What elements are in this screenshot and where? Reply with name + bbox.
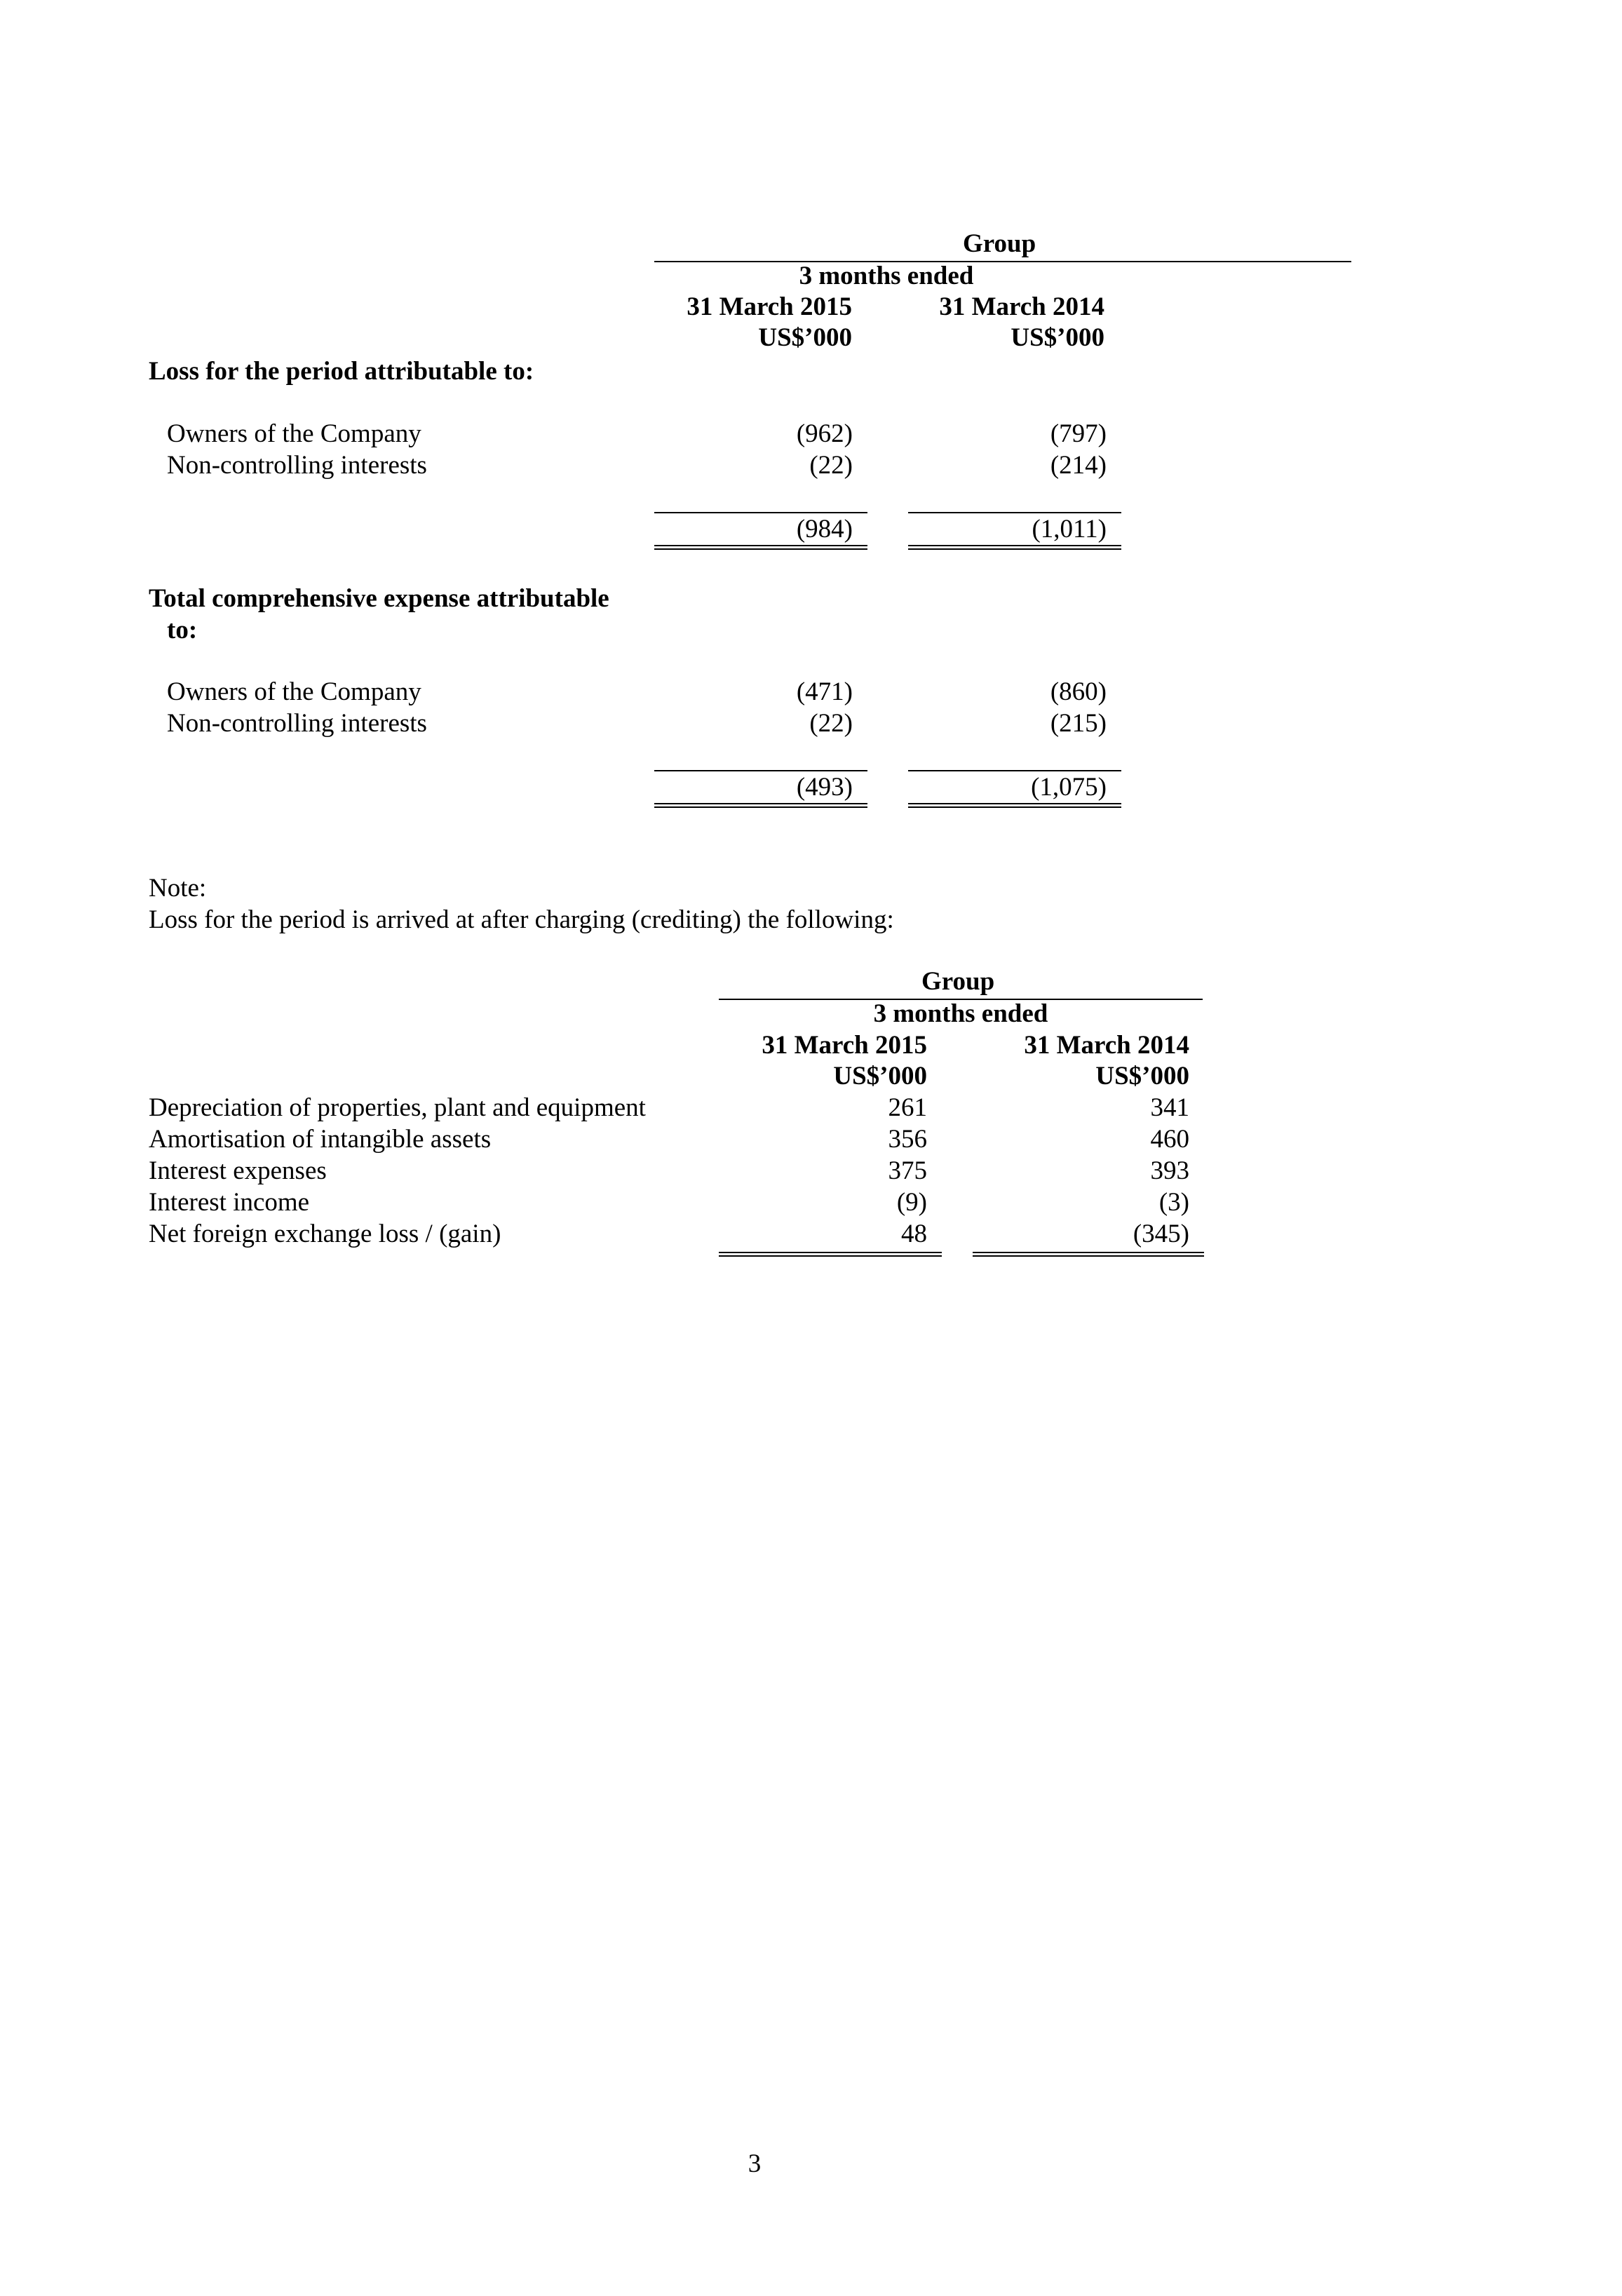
total-2015: (984) — [796, 515, 853, 543]
total-double-rule-2015 — [654, 803, 867, 808]
value-2015: 261 — [888, 1093, 927, 1122]
row-label: Owners of the Company — [167, 677, 421, 706]
group-header: Group — [963, 229, 1036, 258]
row-label: Amortisation of intangible assets — [149, 1125, 492, 1154]
value-2014: (345) — [1133, 1220, 1189, 1248]
subtotal-rule-2015 — [654, 770, 867, 771]
col-2015-unit: US$’000 — [833, 1062, 927, 1090]
row-label: Depreciation of properties, plant and equipment — [149, 1093, 646, 1122]
page-number: 3 — [748, 2149, 762, 2178]
total-2014: (1,011) — [1032, 515, 1107, 543]
group-header: Group — [921, 967, 995, 996]
value-2014: 460 — [1150, 1125, 1189, 1154]
value-2015: 356 — [888, 1125, 927, 1154]
value-2014: (3) — [1158, 1188, 1189, 1217]
subtotal-rule-2014 — [908, 770, 1121, 771]
total-double-rule-2015 — [719, 1252, 942, 1257]
value-2015: (22) — [809, 451, 853, 480]
col-2015-unit: US$’000 — [758, 323, 852, 352]
value-2015: (22) — [809, 709, 853, 738]
row-label: Non-controlling interests — [167, 709, 427, 738]
col-2015-date: 31 March 2015 — [687, 292, 852, 321]
tce-heading-line1: Total comprehensive expense attributable — [149, 584, 609, 613]
col-2014-date: 31 March 2014 — [1024, 1031, 1189, 1060]
col-2014-unit: US$’000 — [1095, 1062, 1189, 1090]
total-2014: (1,075) — [1031, 773, 1107, 802]
value-2014: (214) — [1050, 451, 1107, 480]
subtotal-rule-2014 — [908, 512, 1121, 513]
value-2015: 48 — [901, 1220, 927, 1248]
col-2015-date: 31 March 2015 — [762, 1031, 927, 1060]
total-2015: (493) — [796, 773, 853, 802]
value-2015: 375 — [888, 1156, 927, 1185]
value-2015: (471) — [796, 677, 853, 706]
row-label: Non-controlling interests — [167, 451, 427, 480]
total-double-rule-2014 — [908, 803, 1121, 808]
value-2015: (9) — [896, 1188, 927, 1217]
value-2014: (797) — [1050, 419, 1107, 448]
col-2014-unit: US$’000 — [1011, 323, 1104, 352]
col-2014-date: 31 March 2014 — [939, 292, 1104, 321]
note-text: Loss for the period is arrived at after charging (crediting) the following: — [149, 905, 894, 934]
tce-heading-line2: to: — [167, 616, 198, 644]
total-double-rule-2014 — [973, 1252, 1204, 1257]
value-2014: (215) — [1050, 709, 1107, 738]
row-label: Interest income — [149, 1188, 310, 1217]
note-title: Note: — [149, 874, 207, 903]
row-label: Net foreign exchange loss / (gain) — [149, 1220, 501, 1248]
period-header: 3 months ended — [873, 999, 1048, 1028]
total-double-rule-2014 — [908, 545, 1121, 550]
value-2014: 341 — [1150, 1093, 1189, 1122]
total-double-rule-2015 — [654, 545, 867, 550]
subtotal-rule-2015 — [654, 512, 867, 513]
value-2015: (962) — [796, 419, 853, 448]
loss-heading: Loss for the period attributable to: — [149, 357, 534, 386]
value-2014: 393 — [1150, 1156, 1189, 1185]
row-label: Owners of the Company — [167, 419, 421, 448]
row-label: Interest expenses — [149, 1156, 327, 1185]
value-2014: (860) — [1050, 677, 1107, 706]
period-header: 3 months ended — [799, 262, 974, 290]
